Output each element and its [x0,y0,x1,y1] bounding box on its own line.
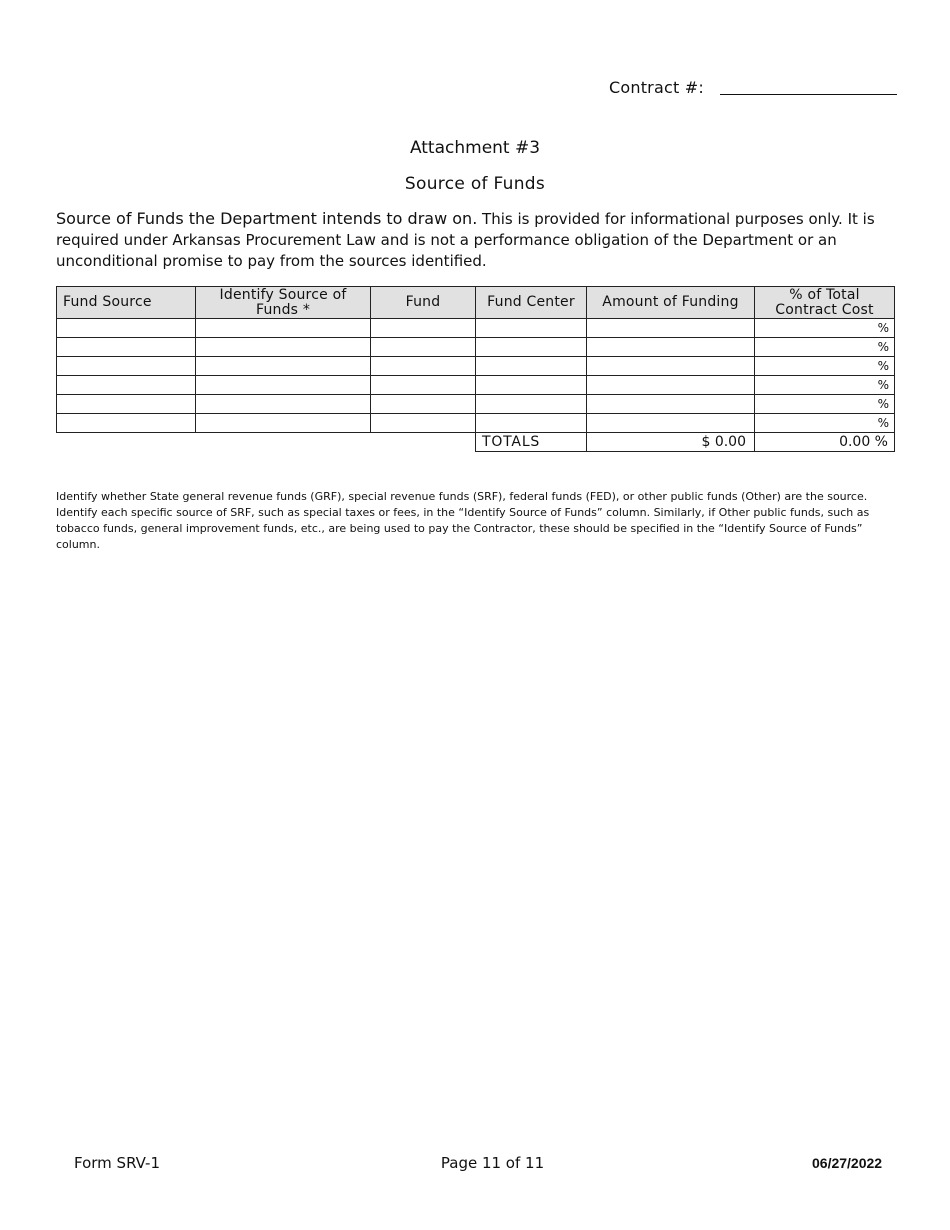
header-fund-center: Fund Center [476,287,587,319]
identify-source-cell[interactable] [196,414,371,433]
table-row [57,357,895,376]
header-percent-total: % of Total Contract Cost [755,287,895,319]
intro-paragraph [56,208,896,272]
header-fund: Fund [371,287,476,319]
identify-source-cell[interactable] [196,338,371,357]
fund-cell[interactable] [371,338,476,357]
amount-cell[interactable] [587,414,755,433]
fund-center-cell[interactable] [476,357,587,376]
table-row [57,395,895,414]
contract-number-label: Contract #: [609,78,704,97]
fund-source-cell[interactable] [57,319,196,338]
footer-date: 06/27/2022 [812,1155,883,1171]
header-fund-source: Fund Source [57,287,196,319]
percent-cell[interactable]: % [755,395,895,414]
footnote: Identify whether State general revenue funds (GRF), special revenue funds (SRF), federal funds (FED), or other public funds (Other) are the source. Identify each specific source of SRF, such as special taxes or fees, in the “Identify Source of Funds” column. Similarly, if Other public funds, such as tobacco funds, general improvement funds, etc., are being used to pay the Contractor, these should be specified in the “Identify Source of Funds” column. [56,490,870,551]
fund-center-cell[interactable] [476,338,587,357]
page-subtitle: Source of Funds [404,174,546,194]
totals-spacer [196,433,371,452]
fund-center-cell[interactable] [476,395,587,414]
percent-cell[interactable]: % [755,319,895,338]
percent-cell[interactable]: % [755,414,895,433]
table-row [57,319,895,338]
footer-page-number: Page 11 of 11 [440,1154,545,1172]
totals-amount: $ 0.00 [587,433,755,452]
amount-cell[interactable] [587,395,755,414]
identify-source-cell[interactable] [196,395,371,414]
attachment-title: Attachment #3 [409,138,541,158]
fund-cell[interactable] [371,357,476,376]
contract-number-field[interactable] [720,94,897,95]
fund-source-cell[interactable] [57,414,196,433]
identify-source-cell[interactable] [196,376,371,395]
identify-source-cell[interactable] [196,319,371,338]
fund-center-cell[interactable] [476,319,587,338]
totals-percent: 0.00 % [755,433,895,452]
amount-cell[interactable] [587,338,755,357]
contract-number-row [609,76,899,98]
totals-row [57,433,895,452]
fund-cell[interactable] [371,376,476,395]
fund-source-cell[interactable] [57,357,196,376]
fund-center-cell[interactable] [476,376,587,395]
table-row [57,414,895,433]
intro-body: This is provided for informational purposes only. It is required under Arkansas Procurement Law and is not a performance obligation of the Department or an unconditional promise to pay from the sources identified. [56,210,875,270]
footer-form-id: Form SRV-1 [74,1154,161,1172]
fund-cell[interactable] [371,414,476,433]
table-header-row [57,287,895,319]
identify-source-cell[interactable] [196,357,371,376]
amount-cell[interactable] [587,376,755,395]
fund-source-cell[interactable] [57,338,196,357]
table-row [57,376,895,395]
amount-cell[interactable] [587,357,755,376]
header-identify-source: Identify Source of Funds * [196,287,371,319]
percent-cell[interactable]: % [755,357,895,376]
intro-lead: Source of Funds the Department intends to draw on. [56,209,478,228]
percent-cell[interactable]: % [755,338,895,357]
amount-cell[interactable] [587,319,755,338]
totals-spacer [57,433,196,452]
source-of-funds-table [56,286,895,452]
totals-label: TOTALS [476,433,587,452]
table-row [57,338,895,357]
fund-center-cell[interactable] [476,414,587,433]
fund-cell[interactable] [371,395,476,414]
fund-source-cell[interactable] [57,376,196,395]
header-amount-of-funding: Amount of Funding [587,287,755,319]
percent-cell[interactable]: % [755,376,895,395]
fund-source-cell[interactable] [57,395,196,414]
totals-spacer [371,433,476,452]
fund-cell[interactable] [371,319,476,338]
